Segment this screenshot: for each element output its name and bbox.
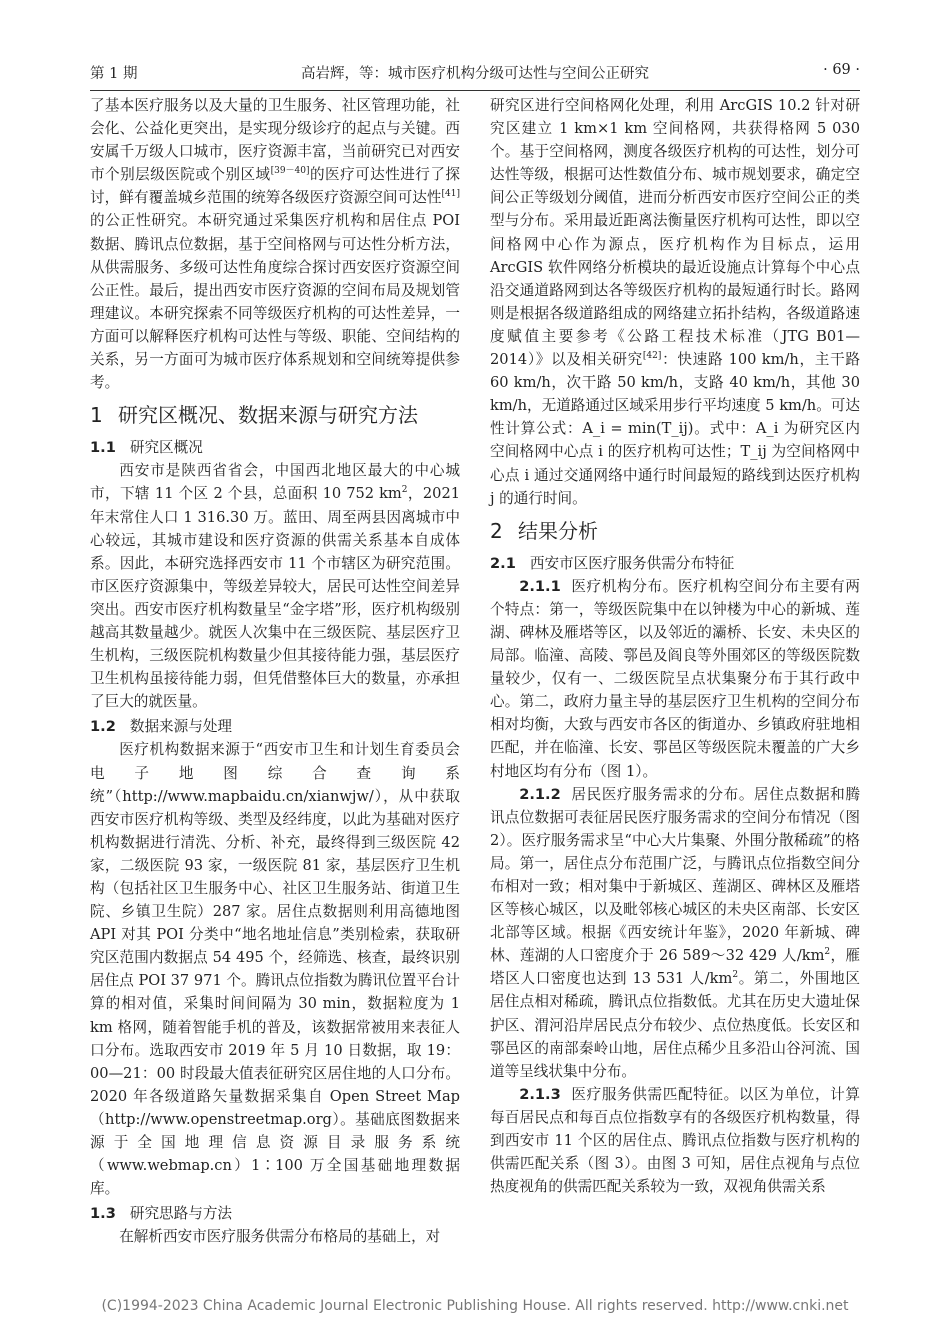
running-title: 高岩辉，等：城市医疗机构分级可达性与空间公正研究 [301, 66, 649, 82]
subsection-heading-1-1: 1.1 研究区概况 [90, 439, 203, 457]
left-column [90, 94, 460, 1249]
method-paragraph-cont: 研究区进行空间格网化处理，利用 ArcGIS 10.2 针对研究区建立 1 km×1 km 空间格网，共获得格网 5 030 个。基于空间格网，测度各级医疗机构的可达性，划分可达性等级，根据可达性数值分布、城市规划要求，确定空间公正等级划分阈值，进而分析西安市医疗空间公正的类型与分布。采用最近距离法衡量医疗机构可达性，即以空间格网中心作为源点，医疗机构作为目标点，运用 ArcGIS 软件网络分析模块的最近设施点计算每个中心点沿交通道路网到达各等级医疗机构的最短通行时长。路网则是根据各级道路组成的网络建立拓扑结构，各级道路速度赋值主要参考《公路工程技术标准（JTG B01—2014）》以及相关研究[42]：快速路 100 km/h，主干路 60 km/h，次干路 50 km/h，支路 40 km/h，其他 30 km/h，无道路通过区域采用步行平均速度 5 km/h。可达性计算公式：A_i = min(T_ij)。式中：A_i 为研究区内空间格网中心点 i 的医疗机构可达性；T_ij 为空间格网中心点 i 通过交通网络中通行时间最短的路线到达医疗机构 j 的通行时间。 [490, 97, 860, 507]
subsection-heading-1-3: 1.3 研究思路与方法 [90, 1205, 233, 1223]
section-heading-2: 2 结果分析 [490, 518, 598, 543]
intro-paragraph: 了基本医疗服务以及大量的卫生服务、社区管理功能，社会化、公益化更突出，是实现分级诊疗的起点与关键。西安属千万级人口城市，医疗资源丰富，当前研究已对西安市个别层级医院或个别区域[39－40]的医疗可达性进行了探讨，鲜有覆盖城乡范围的统筹各级医疗资源空间可达性[41]的公正性研究。本研究通过采集医疗机构和居住点 POI 数据、腾讯点位数据，基于空间格网与可达性分析方法，从供需服务、多级可达性角度综合探讨西安医疗资源空间公正性。最后，提出西安市医疗资源的空间布局及规划管理建议。本研究探索不同等级医疗机构的可达性差异，一方面可以解释医疗机构可达性与等级、职能、空间结构的关系，另一方面可为城市医疗体系规划和空间统筹提供参考。 [90, 97, 460, 392]
right-column [490, 94, 860, 1198]
paragraph-2-1-2: 2.1.2 居民医疗服务需求的分布。居住点数据和腾讯点位数据可表征居民医疗服务需求的空间分布情况（图 2）。医疗服务需求呈“中心大片集聚、外围分散稀疏”的格局。第一，居住点分布范围广泛，与腾讯点位指数空间分布相对一致；相对集中于新城区、莲湖区、碑林区及雁塔区等核心城区，以及毗邻核心城区的未央区南部、长安区北部等区域。根据《西安统计年鉴》，2020 年新城、碑林、莲湖的人口密度介于 26 589～32 429 人$/km^2$，雁塔区人口密度也达到 13 531 人$/km^2$。第二，外围地区居住点相对稀疏，腾讯点位指数低。尤其在历史大遗址保护区、渭河沿岸居民点分布较少、点位热度低。长安区和鄠邑区的南部秦岭山地，居住点稀少且多沿山谷河流、国道等呈线状集中分布。 [490, 785, 860, 1080]
citation: [41] [441, 189, 460, 200]
data-source-paragraph: 医疗机构数据来源于“西安市卫生和计划生育委员会电子地图综合查询系统”（http://www.mapbaidu.cn/xianwjw/），从中获取西安市医疗机构等级、类型及经纬度，以此为基础对医疗机构数据进行清洗、分析、补充，最终得到三级医院 42 家，二级医院 93 家，一级医院 81 家，基层医疗卫生机构（包括社区卫生服务中心、社区卫生服务站、街道卫生院、乡镇卫生院）287 家。居住点数据则利用高德地图 API 对其 POI 分类中“地名地址信息”类别检索，获取研究区范围内数据点 54 495 个，经筛选、核查，最终识别居住点 POI 37 971 个。腾讯点位指数为腾讯位置平台计算的相对值，采集时间间隔为 30 min，数据粒度为 1 km 格网，随着智能手机的普及，该数据常被用来表征人口分布。选取西安市 2019 年 5 月 10 日数据，取 19：00—21：00 时段最大值表征研究区居住地的人口分布。2020 年各级道路矢量数据采集自 Open Street Map（http://www.openstreetmap.org）。基础底图数据来源于全国地理信息资源目录服务系统（www.webmap.cn）1∶100 万全国基础地理数据库。 [90, 741, 460, 1198]
citation: [42] [642, 351, 662, 362]
running-header [90, 62, 860, 88]
header-rule [90, 90, 860, 91]
citation: [39－40] [270, 166, 310, 177]
copyright-footer: (C)1994-2023 China Academic Journal Electronic Publishing House. All rights reserved. http://www.cnki.net [101, 1298, 849, 1314]
paragraph-2-1-1: 2.1.1 医疗机构分布。医疗机构空间分布主要有两个特点：第一，等级医院集中在以钟楼为中心的新城、莲湖、碑林及雁塔等区，以及邻近的灞桥、长安、未央区的局部。临潼、高陵、鄠邑及阎良等外围郊区的等级医院数量较少，仅有一、二级医院呈点状集聚分布于其行政中心。第二，政府力量主导的基层医疗卫生机构的空间分布相对均衡，大致与西安市各区的街道办、乡镇政府驻地相匹配，并在临潼、长安、鄠邑区等级医院未覆盖的广大乡村地区均有分布（图 1）。 [490, 577, 860, 780]
subsection-heading-2-1: 2.1 西安市区医疗服务供需分布特征 [490, 554, 735, 572]
subsection-heading-1-2: 1.2 数据来源与处理 [90, 718, 233, 736]
paragraph-2-1-3: 2.1.3 医疗服务供需匹配特征。以区为单位，计算每百居民点和每百点位指数享有的各级医疗机构数量，得到西安市 11 个区的居住点、腾讯点位指数与医疗机构的供需匹配关系（图 3）。由图 3 可知，居住点视角与点位热度视角的供需匹配关系较为一致，双视角供需关系 [490, 1085, 860, 1196]
study-area-paragraph: 西安市是陕西省省会，中国西北地区最大的中心城市，下辖 11 个区 2 个县，总面积 10 752 $km^2$，2021 年末常住人口 1 316.30 万。蓝田、周至两县因离城市中心较远，其城市建设和医疗资源的供需关系基本自成体系。因此，本研究选择西安市 11 个市辖区为研究范围。市区医疗资源集中，等级差异较大，居民可达性空间差异突出。西安市医疗机构数量呈“金字塔”形，医疗机构级别越高其数量越少。就医人次集中在三级医院、基层医疗卫生机构，三级医院机构数量少但其接待能力强，基层医疗卫生机构虽接待能力弱，但凭借整体巨大的数量，亦承担了巨大的就医量。 [90, 462, 461, 711]
method-paragraph-start: 在解析西安市医疗服务供需分布格局的基础上，对 [119, 1228, 441, 1246]
page-number: · 69 · [823, 62, 860, 78]
section-heading-1: 1 研究区概况、数据来源与研究方法 [90, 403, 418, 428]
issue-label: 第 1 期 [90, 66, 138, 82]
